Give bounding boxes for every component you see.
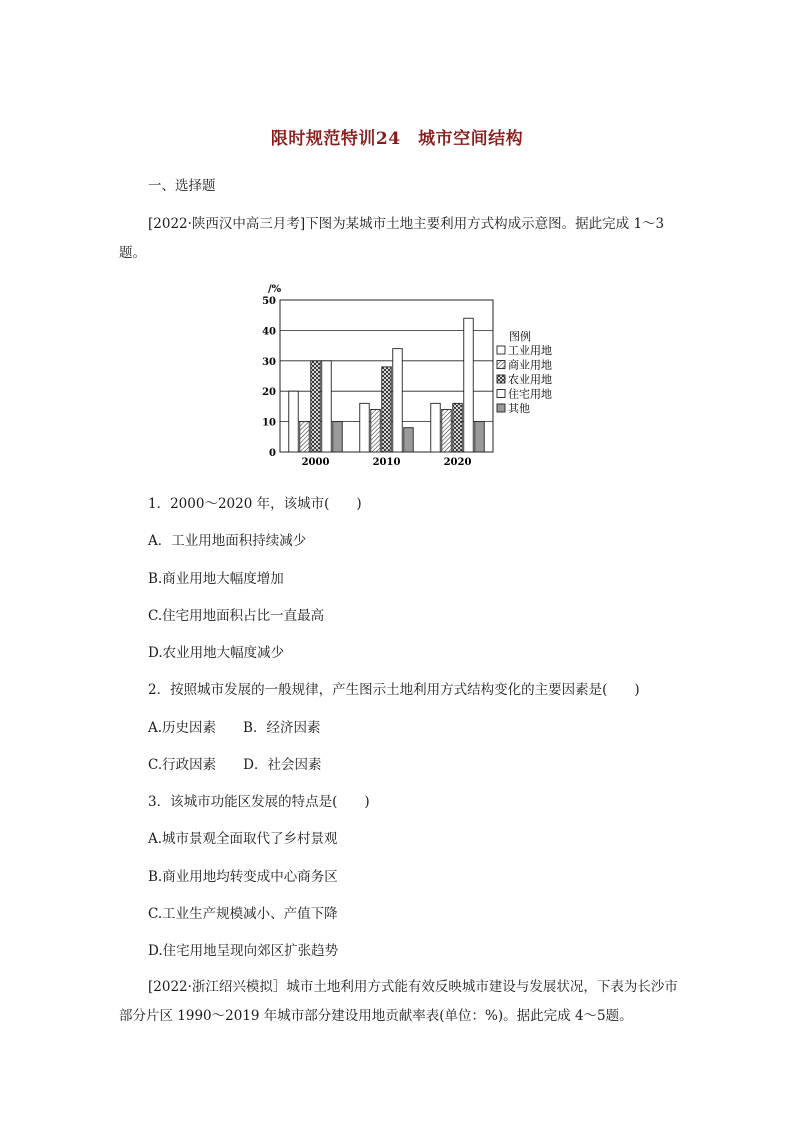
bar bbox=[464, 318, 474, 452]
y-tick-label: 20 bbox=[262, 387, 276, 399]
y-tick-label: 0 bbox=[269, 448, 276, 459]
bar bbox=[442, 409, 452, 452]
question-3-option-c: C.工业生产规模减小、产值下降 bbox=[148, 906, 338, 922]
bar bbox=[404, 428, 414, 452]
legend-label: 其他 bbox=[508, 402, 530, 415]
question-1-option-c: C.住宅用地面积占比一直最高 bbox=[148, 608, 325, 624]
y-axis-label: /% bbox=[268, 284, 282, 295]
x-tick-label: 2010 bbox=[372, 457, 401, 468]
bar bbox=[371, 409, 381, 452]
question-1-stem: 1．2000～2020 年，该城市( ) bbox=[148, 496, 362, 512]
question-3-stem: 3．该城市功能区发展的特点是( ) bbox=[148, 794, 370, 810]
bar bbox=[382, 367, 392, 452]
bar bbox=[333, 422, 343, 452]
question-3-option-a: A.城市景观全面取代了乡村景观 bbox=[148, 831, 338, 847]
bar bbox=[431, 403, 441, 452]
legend-swatch bbox=[497, 361, 505, 369]
bar bbox=[360, 403, 370, 452]
question-3-option-d: D.住宅用地呈现向郊区扩张趋势 bbox=[148, 943, 339, 959]
bar bbox=[289, 391, 299, 452]
legend-swatch bbox=[497, 390, 505, 398]
y-tick-label: 30 bbox=[262, 356, 276, 368]
question-3-option-b: B.商业用地均转变成中心商务区 bbox=[148, 869, 338, 885]
legend-swatch bbox=[497, 404, 505, 412]
x-tick-label: 2000 bbox=[301, 457, 330, 468]
question-1-option-b: B.商业用地大幅度增加 bbox=[148, 571, 284, 587]
legend-swatch bbox=[497, 375, 505, 383]
question-2-stem: 2．按照城市发展的一般规律，产生图示土地利用方式结构变化的主要因素是( ) bbox=[148, 682, 640, 698]
land-use-chart bbox=[255, 280, 565, 470]
legend-label: 工业用地 bbox=[508, 344, 552, 357]
y-tick-label: 10 bbox=[262, 417, 276, 429]
bar bbox=[393, 349, 403, 452]
question-2-options-ab: A.历史因素 B．经济因素 bbox=[148, 720, 321, 736]
intro-paragraph-2: [2022·浙江绍兴模拟］城市土地利用方式能有效反映城市建设与发展状况，下表为长沙市部分片区 1990～2019 年城市部分建设用地贡献率表(单位：%)。据此完成 4～5题。 bbox=[119, 979, 678, 1024]
intro-paragraph-1: [2022·陕西汉中高三月考]下图为某城市土地主要利用方式构成示意图。据此完成 1～3题。 bbox=[119, 216, 665, 261]
bar bbox=[475, 422, 485, 452]
page-title: 限时规范特训24 城市空间结构 bbox=[270, 129, 524, 149]
bar bbox=[322, 361, 332, 452]
question-2-options-cd: C.行政因素 D．社会因素 bbox=[148, 757, 322, 773]
question-1-option-d: D.农业用地大幅度减少 bbox=[148, 645, 285, 661]
bar bbox=[453, 403, 463, 452]
bar bbox=[300, 422, 310, 452]
legend-label: 住宅用地 bbox=[508, 387, 552, 401]
legend-label: 商业用地 bbox=[508, 358, 552, 372]
section-heading: 一、选择题 bbox=[148, 178, 216, 194]
bar-chart-svg bbox=[255, 280, 565, 470]
question-1-option-a: A．工业用地面积持续减少 bbox=[148, 533, 307, 549]
legend-label: 农业用地 bbox=[508, 373, 552, 386]
y-tick-label: 40 bbox=[262, 326, 276, 338]
y-tick-label: 50 bbox=[262, 296, 276, 307]
bar bbox=[311, 361, 321, 452]
legend-swatch bbox=[497, 346, 505, 354]
x-tick-label: 2020 bbox=[443, 457, 472, 468]
legend-title: 图例 bbox=[509, 330, 531, 343]
